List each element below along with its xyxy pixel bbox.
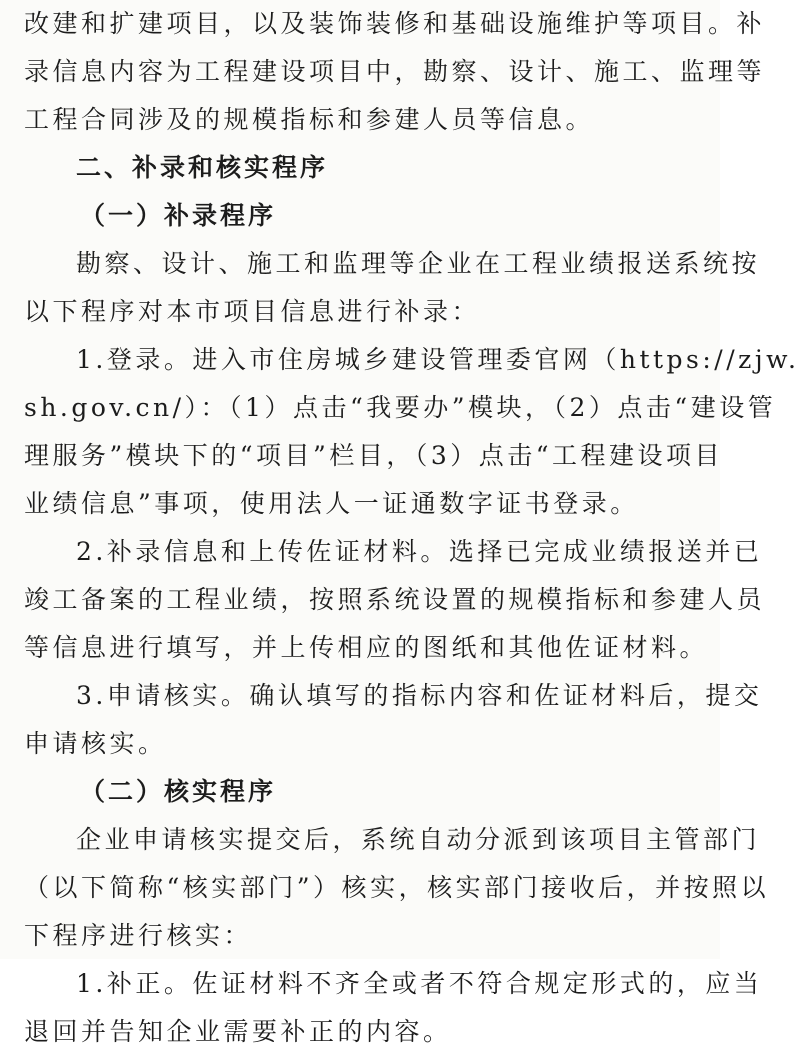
paragraph-line: 申请核实。	[24, 729, 167, 758]
paragraph-line: 工程合同涉及的规模指标和参建人员等信息。	[24, 105, 595, 134]
list-item-line: 3.申请核实。确认填写的指标内容和佐证材料后，提交	[76, 681, 763, 710]
paragraph-line: 等信息进行填写，并上传相应的图纸和其他佐证材料。	[24, 633, 709, 662]
paragraph-line: 勘察、设计、施工和监理等企业在工程业绩报送系统按	[76, 249, 761, 278]
list-item-line: 1.登录。进入市住房城乡建设管理委官网（https://zjw.	[76, 345, 799, 374]
paragraph-line: 竣工备案的工程业绩，按照系统设置的规模指标和参建人员	[24, 585, 766, 614]
paragraph-line: （以下简称“核实部门”）核实，核实部门接收后，并按照以	[24, 873, 770, 902]
section-heading: 二、补录和核实程序	[76, 153, 329, 182]
subsection-heading: （一）补录程序	[80, 201, 277, 230]
paragraph-line: 下程序进行核实：	[24, 921, 253, 950]
paragraph-line: 录信息内容为工程建设项目中，勘察、设计、施工、监理等	[24, 57, 766, 86]
paragraph-line: 以下程序对本市项目信息进行补录：	[24, 297, 481, 326]
paragraph-line: 业绩信息”事项，使用法人一证通数字证书登录。	[24, 489, 639, 518]
paragraph-line: 改建和扩建项目，以及装饰装修和基础设施维护等项目。补	[24, 9, 766, 38]
list-item-line: 1.补正。佐证材料不齐全或者不符合规定形式的，应当	[76, 969, 763, 998]
paragraph-line: 理服务”模块下的“项目”栏目，（3）点击“工程建设项目	[24, 441, 724, 470]
subsection-heading: （二）核实程序	[80, 777, 277, 806]
paragraph-line: 退回并告知企业需要补正的内容。	[24, 1017, 452, 1046]
paragraph-line: 企业申请核实提交后，系统自动分派到该项目主管部门	[76, 825, 761, 854]
paragraph-line: sh.gov.cn/）：（1）点击“我要办”模块，（2）点击“建设管	[24, 393, 777, 422]
list-item-line: 2.补录信息和上传佐证材料。选择已完成业绩报送并已	[76, 537, 763, 566]
